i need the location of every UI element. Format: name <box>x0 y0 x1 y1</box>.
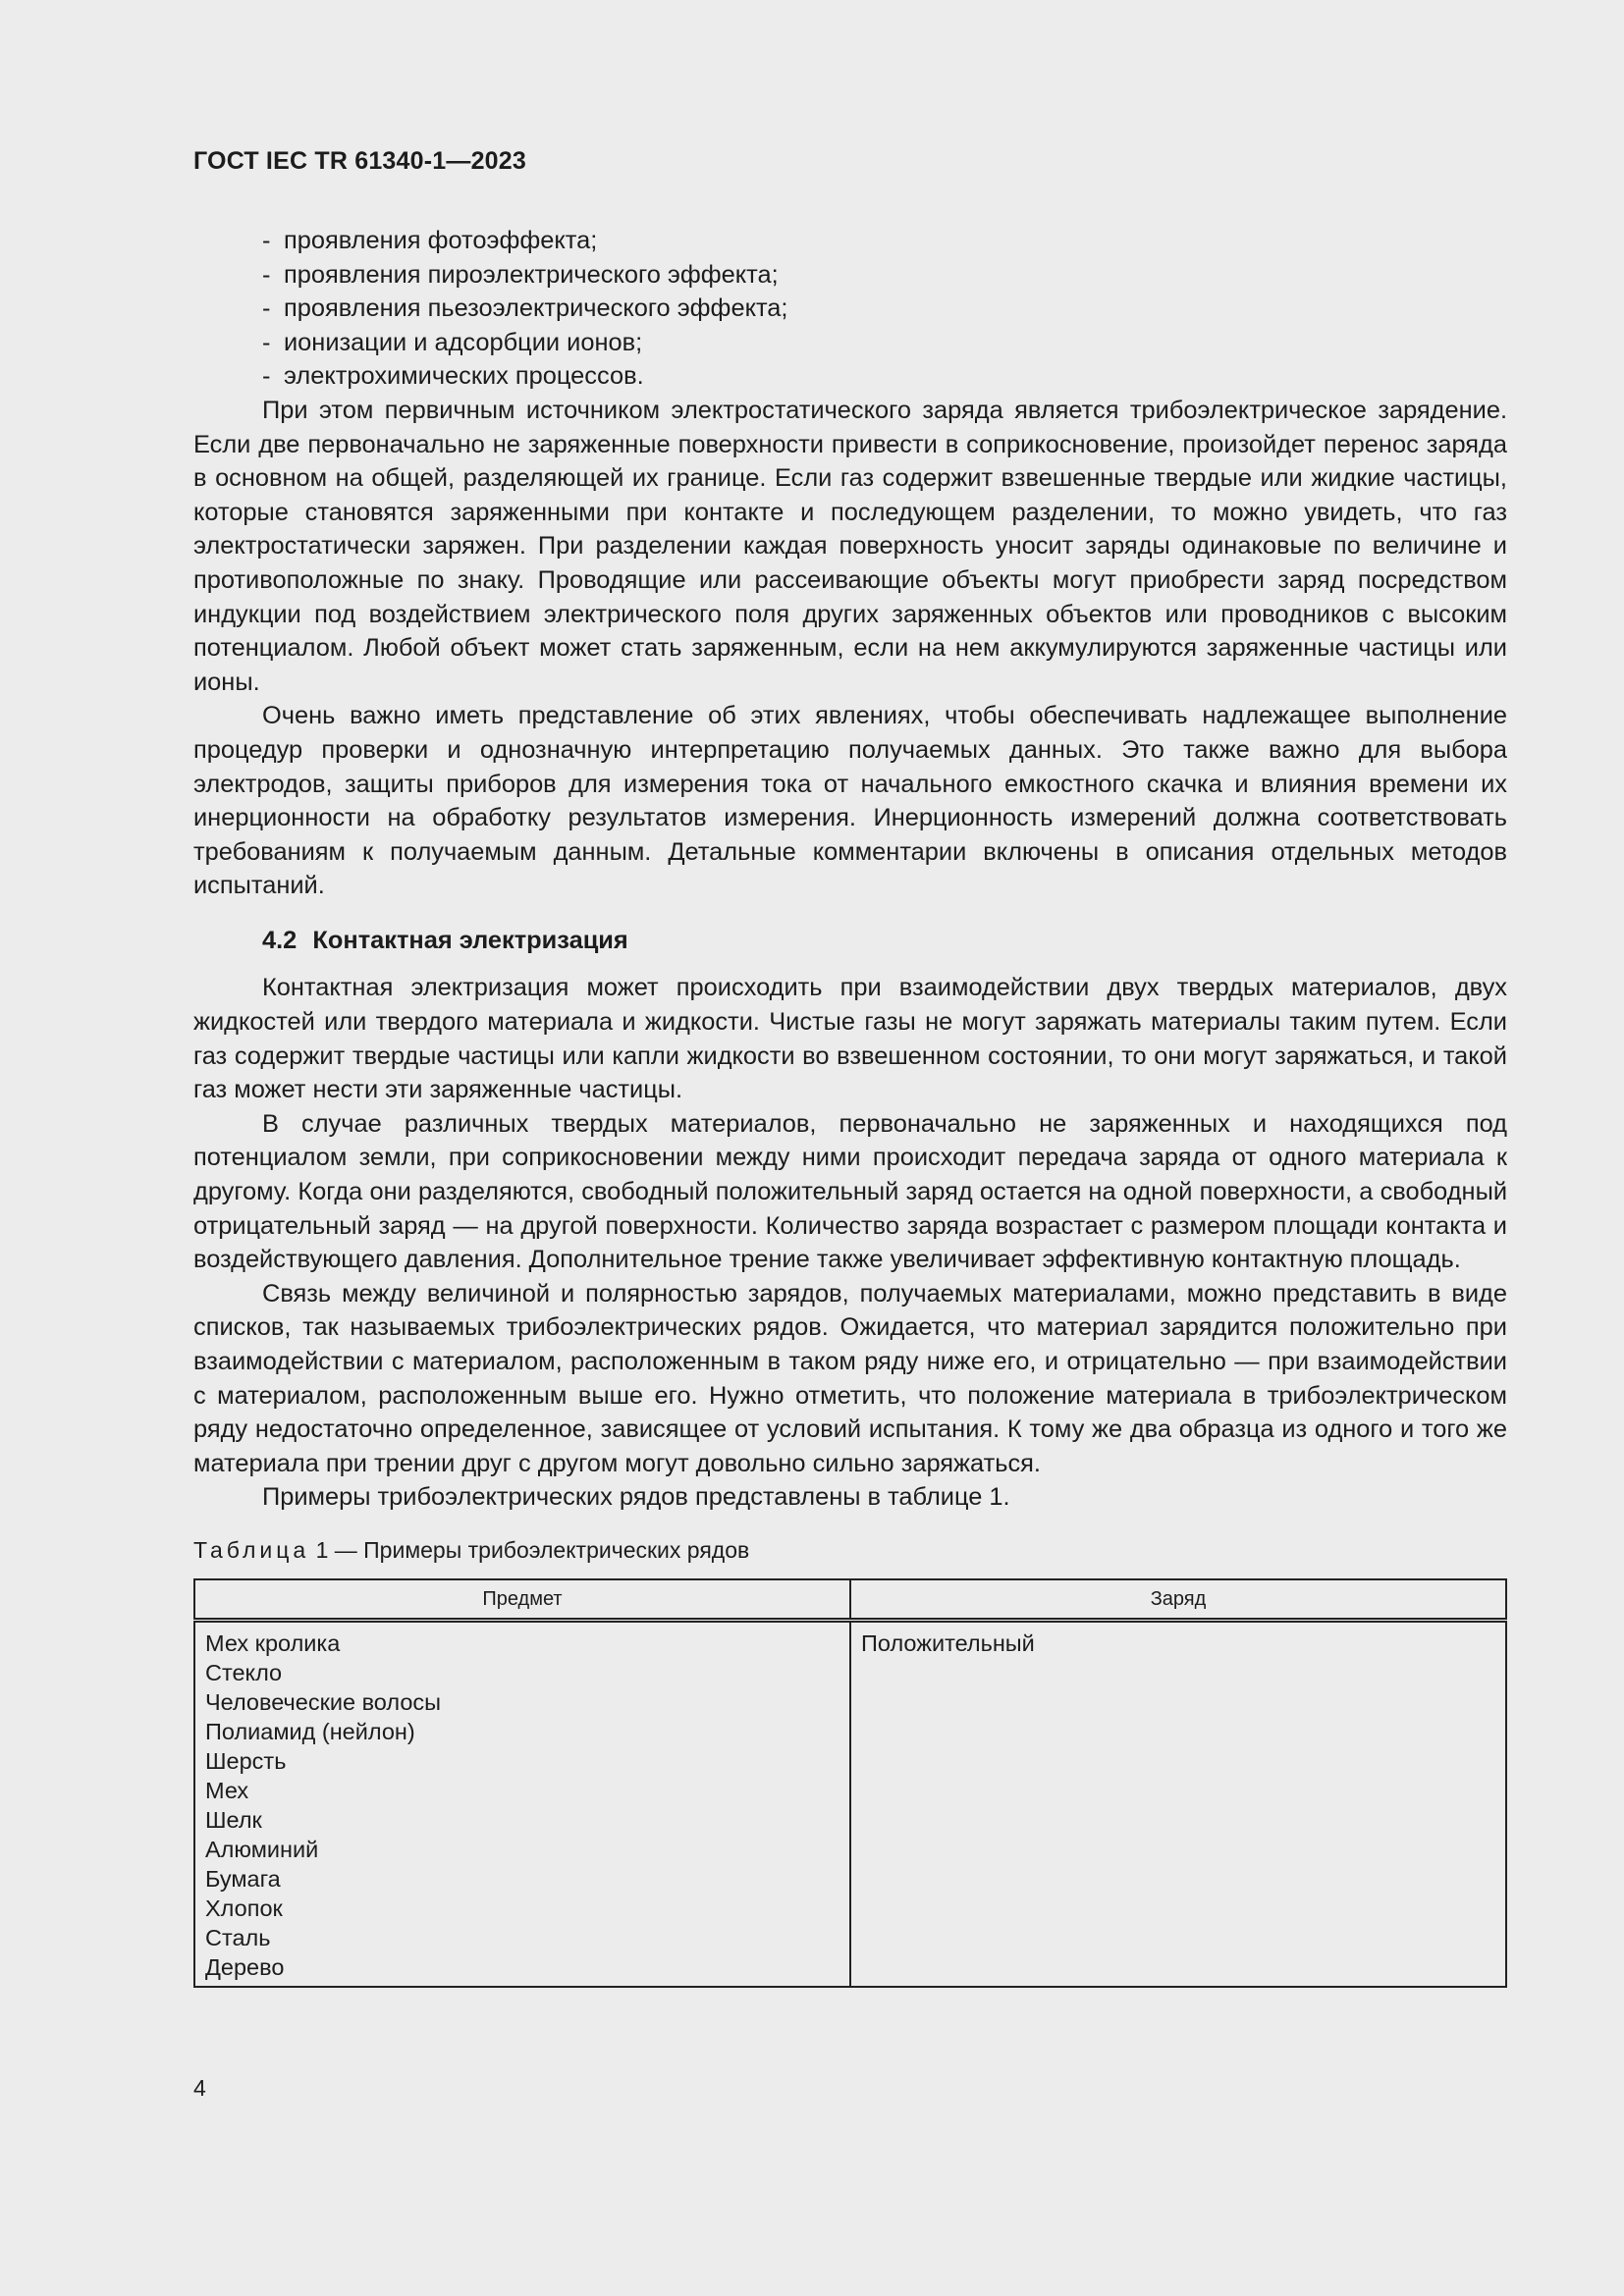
column-header-charge: Заряд <box>850 1579 1506 1621</box>
material-item: Человеческие волосы <box>205 1688 442 1715</box>
material-item: Шелк <box>205 1806 262 1833</box>
table-header-row <box>194 1579 1506 1621</box>
material-item: Мех <box>205 1777 249 1803</box>
list-item: - проявления фотоэффекта; <box>262 227 598 254</box>
list-item: - электрохимических процессов. <box>262 362 644 391</box>
paragraph: Очень важно иметь представление об этих явлениях, чтобы обеспечивать надлежащее выполнение процедур проверки и однозначную интерпретацию получаемых данных. Это также важно для выбора электродов, защиты приборов для измерения тока от начального емкостного скачка и влияния времени их инерционности на обработку результатов измерения. Инерционность измерений должна соответствовать требованиям к получаемым данным. Детальные комментарии включены в описания отдельных методов испытаний. <box>193 702 1507 900</box>
material-item: Мех кролика <box>205 1629 341 1656</box>
document-header: ГОСТ IEC TR 61340-1—2023 <box>193 147 526 175</box>
section-heading <box>193 924 1507 958</box>
list-item: - проявления пьезоэлектрического эффекта; <box>262 294 788 323</box>
list-item: - проявления пироэлектрического эффекта; <box>262 260 779 289</box>
table-row <box>194 1620 1506 1987</box>
document-body <box>193 224 1507 1988</box>
list-item: - ионизации и адсорбции ионов; <box>262 328 643 356</box>
paragraph: Связь между величиной и полярностью зарядов, получаемых материалами, можно представить в виде списков, так называемых трибоэлектрических рядов. Ожидается, что материал зарядится положительно при взаимодействии с материалом, расположенным в таком ряду ниже его, и отрицательно — при взаимодействии с материалом, расположенным выше его. Нужно отметить, что положение материала в трибоэлектрическом ряду недостаточно определенное, зависящее от условий испытания. К тому же два образца из одного и того же материала при трении друг с другом могут довольно сильно заряжаться. <box>193 1279 1507 1477</box>
paragraph: Примеры трибоэлектрических рядов представлены в таблице 1. <box>262 1483 1010 1512</box>
effects-list <box>193 224 1507 394</box>
material-item: Бумага <box>205 1865 281 1892</box>
materials-cell <box>194 1620 850 1987</box>
material-item: Полиамид (нейлон) <box>205 1718 415 1744</box>
column-header-subject: Предмет <box>194 1579 850 1621</box>
material-item: Дерево <box>205 1953 285 1980</box>
charge-cell: Положительный <box>850 1620 1506 1987</box>
table-caption <box>193 1535 1507 1565</box>
material-item: Стекло <box>205 1659 283 1685</box>
paragraph: В случае различных твердых материалов, первоначально не заряженных и находящихся под потенциалом земли, при соприкосновении между ними происходит передача заряда от одного материала к другому. Когда они разделяются, свободный положительный заряд остается на одной поверхности, а свободный отрицательный заряд — на другой поверхности. Количество заряда возрастает с размером площади контакта и воздействующего давления. Дополнительное трение также увеличивает эффективную контактную площадь. <box>193 1109 1507 1274</box>
triboelectric-table <box>193 1578 1507 1988</box>
paragraph: Контактная электризация может происходить при взаимодействии двух твердых материалов, двух жидкостей или твердого материала и жидкости. Чистые газы не могут заряжать материалы таким путем. Если газ содержит твердые частицы или капли жидкости во взвешенном состоянии, то они могут заряжаться, и такой газ может нести эти заряженные частицы. <box>193 974 1507 1104</box>
section-title: Контактная электризация <box>312 926 628 954</box>
material-item: Сталь <box>205 1924 271 1950</box>
page-number: 4 <box>193 2075 206 2101</box>
table-caption-text: 1 — Примеры трибоэлектрических рядов <box>315 1536 750 1563</box>
section-number: 4.2 <box>262 926 298 954</box>
paragraph: При этом первичным источником электростатического заряда является трибоэлектрическое зарядение. Если две первоначально не заряженные поверхности привести в соприкосновение, произойдет перенос заряда в основном на общей, разделяющей их границе. Если газ содержит взвешенные твердые или жидкие частицы, которые становятся заряженными при контакте и последующем разделении, то можно увидеть, что газ электростатически заряжен. При разделении каждая поверхность уносит заряды одинаковые по величине и противоположные по знаку. Проводящие или рассеивающие объекты могут приобрести заряд посредством индукции под воздействием электрического поля других заряженных объектов или проводников с высоким потенциалом. Любой объект может стать заряженным, если на нем аккумулируются заряженные частицы или ионы. <box>193 396 1507 696</box>
material-item: Шерсть <box>205 1747 287 1774</box>
table-caption-word: Таблица <box>193 1536 310 1563</box>
material-item: Хлопок <box>205 1895 283 1921</box>
material-item: Алюминий <box>205 1836 319 1862</box>
